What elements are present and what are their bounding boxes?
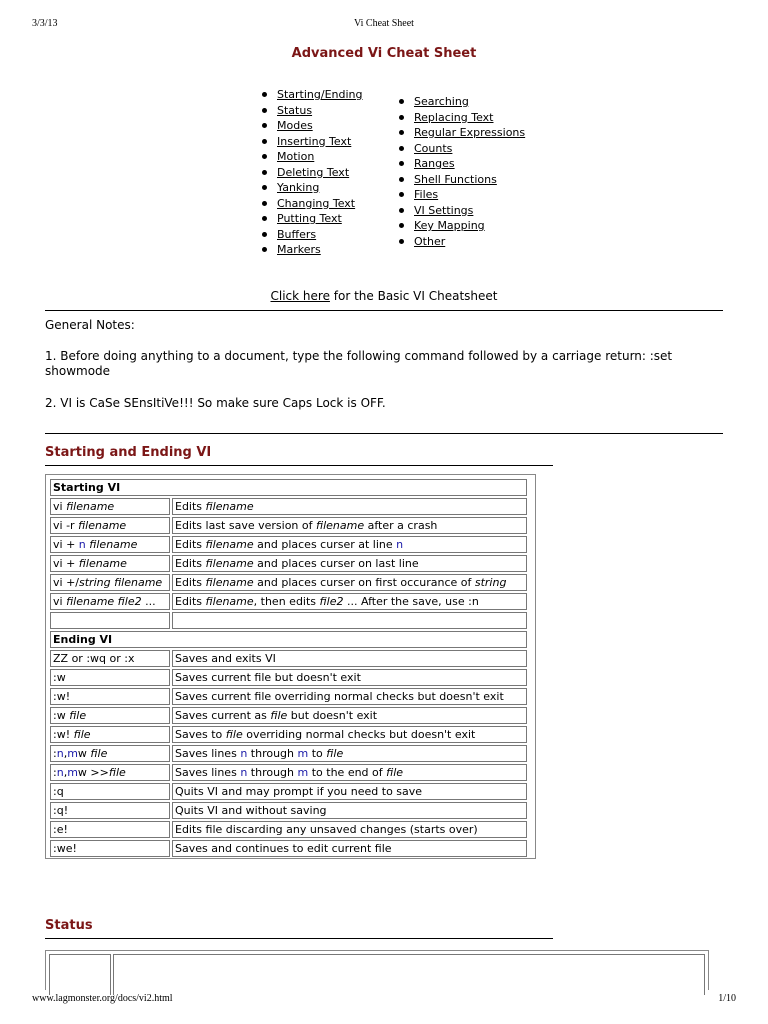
table-cell	[49, 954, 111, 995]
bullet-icon	[399, 177, 404, 182]
description-cell	[172, 574, 527, 591]
notes-heading: General Notes:	[45, 318, 135, 332]
cell-text: and places curser on last line	[253, 556, 419, 570]
cell-text: :e!	[53, 822, 68, 836]
bullet-icon	[262, 232, 267, 237]
cell-text: m	[297, 746, 309, 760]
description-cell	[172, 840, 527, 857]
table-row	[50, 536, 527, 553]
print-url: www.lagmonster.org/docs/vi2.html	[32, 993, 173, 1004]
description-cell	[172, 498, 527, 515]
bullet-icon	[262, 123, 267, 128]
section-underline	[45, 465, 553, 466]
print-footer	[32, 993, 736, 1005]
description-cell	[172, 821, 527, 838]
print-page-number: 1/10	[718, 993, 736, 1004]
cell-text: :q	[53, 784, 64, 798]
toc-item	[258, 211, 363, 227]
section-heading-starting-ending: Starting and Ending VI	[45, 445, 212, 460]
note-2: 2. VI is CaSe SEnsItiVe!!! So make sure Caps Lock is OFF.	[45, 396, 386, 410]
cell-text: Saves current file but doesn't exit	[175, 670, 361, 684]
command-cell	[50, 707, 170, 724]
toc-item	[395, 156, 525, 172]
table-header-row	[50, 631, 527, 648]
command-cell	[50, 821, 170, 838]
toc-item	[395, 125, 525, 141]
cell-text: but doesn't exit	[287, 708, 378, 722]
command-cell	[50, 688, 170, 705]
bullet-icon	[399, 115, 404, 120]
command-cell	[50, 612, 170, 629]
table-row	[50, 650, 527, 667]
command-cell	[50, 764, 170, 781]
bullet-icon	[399, 99, 404, 104]
toc-item	[395, 172, 525, 188]
cell-text: Saves current as	[175, 708, 271, 722]
description-cell	[172, 745, 527, 762]
table-row	[50, 783, 527, 800]
cell-text: and places curser on first occurance of	[253, 575, 475, 589]
cell-text: :	[53, 765, 57, 779]
command-cell	[50, 574, 170, 591]
table-row	[50, 517, 527, 534]
description-cell	[172, 612, 527, 629]
toc-link[interactable]: Starting/Ending	[277, 88, 363, 101]
toc-item	[258, 227, 363, 243]
cell-text: vi +	[53, 537, 79, 551]
cell-text: :w!	[53, 689, 71, 703]
cell-text: filename	[205, 594, 254, 608]
cell-text: :w	[53, 670, 66, 684]
cell-text: filename	[205, 499, 254, 513]
cell-text: Saves and continues to edit current file	[175, 841, 392, 855]
cell-text: m	[67, 765, 78, 779]
toc-item	[258, 103, 363, 119]
command-table	[48, 477, 529, 859]
cell-text: string filename	[79, 575, 163, 589]
cell-text: filename	[66, 499, 115, 513]
cell-text: file	[225, 727, 243, 741]
description-cell	[172, 517, 527, 534]
command-cell	[50, 745, 170, 762]
table-header-cell: Starting VI	[50, 479, 527, 496]
command-cell	[50, 802, 170, 819]
toc-item	[395, 234, 525, 250]
table-row	[50, 821, 527, 838]
cell-text: , then edits	[253, 594, 320, 608]
toc-link[interactable]: Markers	[277, 243, 321, 256]
table-row	[50, 555, 527, 572]
cell-text: after a crash	[364, 518, 438, 532]
description-cell	[172, 802, 527, 819]
bullet-icon	[262, 154, 267, 159]
status-table	[45, 950, 709, 990]
table-row	[50, 498, 527, 515]
toc-item	[395, 94, 525, 110]
cell-text: m	[297, 765, 309, 779]
table-row	[50, 574, 527, 591]
toc-link[interactable]: Counts	[414, 141, 453, 155]
table-row	[50, 669, 527, 686]
cell-text: file	[326, 746, 344, 760]
table-row	[50, 726, 527, 743]
bullet-icon	[262, 216, 267, 221]
cell-text: filename file2	[66, 594, 142, 608]
cell-text: file	[90, 746, 108, 760]
cell-text: to the end of	[308, 765, 387, 779]
bullet-icon	[399, 192, 404, 197]
cell-text: n	[240, 746, 248, 760]
cell-text: Edits	[175, 537, 206, 551]
description-cell	[172, 688, 527, 705]
cell-text: :we!	[53, 841, 77, 855]
page-title: Advanced Vi Cheat Sheet	[291, 46, 477, 61]
toc-link[interactable]: Modes	[277, 119, 313, 132]
cell-text: vi +/	[53, 575, 79, 589]
click-here-link[interactable]: Click here	[270, 289, 330, 303]
cell-text: file	[69, 708, 87, 722]
cell-text: filename	[205, 575, 254, 589]
bullet-icon	[399, 146, 404, 151]
toc-item	[258, 149, 363, 165]
toc-link[interactable]: Searching	[414, 95, 469, 108]
note-1: 1. Before doing anything to a document, type the following command followed by a carriage return: :set showmode	[45, 349, 673, 378]
cell-text: Edits	[175, 556, 206, 570]
cell-text: vi -r	[53, 518, 79, 532]
table-row	[50, 612, 527, 629]
table-row	[50, 764, 527, 781]
cell-text: ...	[141, 594, 156, 608]
command-cell	[50, 593, 170, 610]
table-header-cell: Ending VI	[50, 631, 527, 648]
table-row	[50, 593, 527, 610]
command-cell	[50, 555, 170, 572]
toc-item	[258, 87, 363, 103]
cell-text: Saves and exits VI	[175, 651, 276, 665]
cell-text: :w	[53, 708, 70, 722]
toc-link[interactable]: Deleting Text	[277, 165, 350, 179]
bullet-icon	[262, 170, 267, 175]
cell-text: filename	[89, 537, 138, 551]
toc-link[interactable]: Motion	[277, 150, 315, 163]
toc-item	[395, 110, 525, 126]
bullet-icon	[262, 92, 267, 97]
cell-text: ... After the save, use :n	[343, 594, 479, 608]
toc-column-1	[258, 87, 363, 258]
cell-text: n	[240, 765, 248, 779]
toc-column-2	[395, 94, 525, 249]
bullet-icon	[262, 139, 267, 144]
toc-link[interactable]: Other	[414, 234, 446, 248]
cell-text: Saves lines	[175, 746, 241, 760]
toc-link[interactable]: Buffers	[277, 227, 317, 241]
toc-link[interactable]: Replacing Text	[414, 110, 494, 124]
toc-item	[395, 218, 525, 234]
starting-ending-table	[45, 474, 536, 859]
cell-text: Quits VI and may prompt if you need to save	[175, 784, 423, 798]
cell-text: filename	[316, 518, 365, 532]
cell-text: vi	[53, 499, 67, 513]
section-underline	[45, 938, 553, 939]
toc-item	[395, 187, 525, 203]
bullet-icon	[262, 247, 267, 252]
toc-link[interactable]: Putting Text	[277, 212, 342, 225]
cell-text: n	[78, 537, 86, 551]
toc-item	[258, 134, 363, 150]
toc-link[interactable]: Key Mapping	[414, 219, 485, 232]
bullet-icon	[399, 239, 404, 244]
command-cell	[50, 840, 170, 857]
toc-link[interactable]: Status	[277, 103, 313, 117]
toc-link[interactable]: VI Settings	[414, 203, 474, 217]
description-cell	[172, 650, 527, 667]
toc-item	[258, 196, 363, 212]
cell-text: n	[396, 537, 404, 551]
cell-text: filename	[78, 518, 127, 532]
cell-text: overriding normal checks but doesn't exit	[242, 727, 476, 741]
description-cell	[172, 555, 527, 572]
command-cell	[50, 669, 170, 686]
toc-link[interactable]: Shell Functions	[414, 172, 497, 186]
cell-text: vi	[53, 594, 67, 608]
bullet-icon	[399, 130, 404, 135]
cell-text: m	[67, 746, 78, 760]
bullet-icon	[399, 161, 404, 166]
cell-text: Edits file discarding any unsaved changes (starts over)	[175, 822, 478, 836]
toc-link[interactable]: Yanking	[277, 181, 320, 194]
cell-text: Edits	[175, 499, 206, 513]
cell-text: ZZ or :wq or :x	[53, 651, 135, 665]
cell-text: and places curser at line	[253, 537, 397, 551]
cell-text: filename	[78, 556, 127, 570]
cell-text: ,	[63, 765, 68, 779]
command-cell	[50, 498, 170, 515]
print-header	[32, 18, 736, 30]
cell-text: filename	[205, 537, 254, 551]
cell-text: Saves current file overriding normal checks but doesn't exit	[175, 689, 504, 703]
cell-text: :	[53, 746, 57, 760]
cell-text: Edits last save version of	[175, 518, 316, 532]
command-cell	[50, 517, 170, 534]
table-row	[50, 802, 527, 819]
cell-text: through	[247, 746, 298, 760]
cell-text: Saves lines	[175, 765, 241, 779]
cell-text: through	[247, 765, 298, 779]
description-cell	[172, 669, 527, 686]
cell-text: Saves to	[175, 727, 226, 741]
cell-text: file	[270, 708, 288, 722]
bullet-icon	[399, 208, 404, 213]
cell-text: :q!	[53, 803, 69, 817]
toc-item	[258, 242, 363, 258]
bullet-icon	[399, 223, 404, 228]
section-heading-status: Status	[45, 918, 93, 933]
cell-text: Edits	[175, 594, 206, 608]
toc-item	[258, 180, 363, 196]
toc-item	[258, 165, 363, 181]
cell-text: Edits	[175, 575, 206, 589]
description-cell	[172, 593, 527, 610]
divider	[45, 433, 723, 434]
description-cell	[172, 707, 527, 724]
click-here-rest: for the Basic VI Cheatsheet	[329, 289, 498, 303]
bullet-icon	[262, 185, 267, 190]
cell-text: string	[474, 575, 507, 589]
cell-text: file2	[319, 594, 344, 608]
toc-item	[395, 203, 525, 219]
cell-text: file	[73, 727, 91, 741]
table-row	[50, 745, 527, 762]
toc-link[interactable]: Regular Expressions	[414, 126, 526, 139]
cell-text: vi +	[53, 556, 79, 570]
table-row	[50, 840, 527, 857]
print-date: 3/3/13	[32, 18, 58, 29]
cell-text: :w!	[53, 727, 74, 741]
toc-item	[258, 118, 363, 134]
cell-text: w >>	[77, 765, 109, 779]
toc-item	[395, 141, 525, 157]
cell-text: to	[308, 746, 327, 760]
basic-cheatsheet-line	[0, 289, 768, 303]
cell-text: Quits VI and without saving	[175, 803, 327, 817]
cell-text: n	[56, 746, 64, 760]
toc-link[interactable]: Files	[414, 188, 439, 201]
table-header-row	[50, 479, 527, 496]
divider	[45, 310, 723, 311]
description-cell	[172, 783, 527, 800]
toc-link[interactable]: Changing Text	[277, 196, 356, 210]
cell-text: filename	[205, 556, 254, 570]
cell-text: ,	[63, 746, 68, 760]
table-cell	[113, 954, 705, 995]
bullet-icon	[262, 108, 267, 113]
print-title: Vi Cheat Sheet	[354, 18, 414, 29]
bullet-icon	[262, 201, 267, 206]
cell-text: w	[77, 746, 91, 760]
command-cell	[50, 536, 170, 553]
toc-link[interactable]: Inserting Text	[277, 134, 352, 148]
command-cell	[50, 650, 170, 667]
command-cell	[50, 726, 170, 743]
cell-text: file	[386, 765, 404, 779]
description-cell	[172, 536, 527, 553]
table-row	[50, 707, 527, 724]
description-cell	[172, 764, 527, 781]
description-cell	[172, 726, 527, 743]
command-cell	[50, 783, 170, 800]
cell-text: n	[56, 765, 64, 779]
toc-link[interactable]: Ranges	[414, 157, 455, 170]
table-row	[50, 688, 527, 705]
cell-text: file	[108, 765, 126, 779]
